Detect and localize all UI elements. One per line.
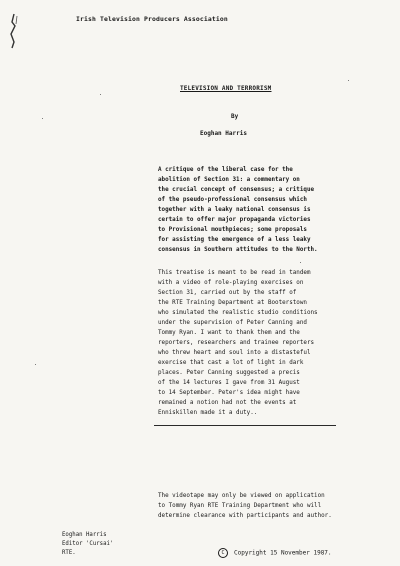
abstract-line: A critique of the liberal case for the (158, 167, 293, 173)
body-line: who simulated the realistic studio conditions (158, 310, 318, 316)
abstract-line: for assisting the emergence of a less leaky (158, 237, 311, 243)
copyright-icon: C (218, 548, 228, 558)
body-line: to 14 September. Peter's idea might have (158, 390, 300, 396)
document-title: TELEVISION AND TERRORISM (180, 85, 272, 92)
signoff-line: RTE. (62, 550, 76, 556)
abstract-line: together with a leaky national consensus is (158, 207, 311, 213)
copyright-notice (218, 548, 332, 558)
staple-mark-icon (8, 12, 20, 50)
body-line: Enniskillen made it a duty.. (158, 410, 258, 416)
body-line: who threw heart and soul into a distasteful (158, 350, 311, 356)
notice-line: determine clearance with participants and author. (158, 513, 332, 519)
scan-speck (100, 94, 101, 95)
author-signoff (62, 531, 113, 558)
abstract-line: abolition of Section 31: a commentary on (158, 177, 300, 183)
body-line: the RTE Training Department at Booterstown (158, 300, 307, 306)
abstract-line: to Provisional mouthpieces; some proposals (158, 227, 307, 233)
author-name: Eoghan Harris (200, 130, 247, 137)
byline-by: By (231, 113, 239, 120)
body-line: reporters, researchers and trainee reporters (158, 340, 315, 346)
notice-line: to Tommy Ryan RTE Training Department who will (158, 503, 322, 509)
body-paragraph (158, 268, 378, 418)
scan-speck (348, 80, 349, 81)
signoff-line: Eoghan Harris (62, 532, 107, 538)
body-line: places. Peter Canning suggested a precis (158, 370, 300, 376)
copyright-text: Copyright 15 November 1987. (234, 549, 332, 557)
body-line: This treatise is meant to be read in tandem (158, 270, 311, 276)
viewing-notice (158, 491, 378, 521)
scan-speck (42, 118, 43, 119)
abstract-line: consensus in Southern attitudes to the North. (158, 247, 318, 253)
abstract-line: of the pseudo-professional consensus which (158, 197, 307, 203)
abstract-line: certain to offer major propaganda victories (158, 217, 311, 223)
divider-rule (154, 425, 336, 426)
abstract-paragraph (158, 165, 378, 255)
body-line: remained a notion had not the events at (158, 400, 297, 406)
body-line: under the supervision of Peter Canning and (158, 320, 307, 326)
body-line: exercise that cast a lot of light in dark (158, 360, 304, 366)
body-line: Section 31, carried out by the staff of (158, 290, 297, 296)
organization-header: Irish Television Producers Association (76, 15, 228, 23)
body-line: with a video of role-playing exercises on (158, 280, 304, 286)
body-line: of the 14 lectures I gave from 31 August (158, 380, 300, 386)
notice-line: The videotape may only be viewed on application (158, 493, 325, 499)
scan-speck (300, 262, 301, 263)
signoff-line: Editor 'Cursai' (62, 541, 114, 547)
body-line: Tommy Ryan. I want to thank them and the (158, 330, 300, 336)
scan-speck (35, 364, 36, 365)
abstract-line: the crucial concept of consensus; a critique (158, 187, 315, 193)
